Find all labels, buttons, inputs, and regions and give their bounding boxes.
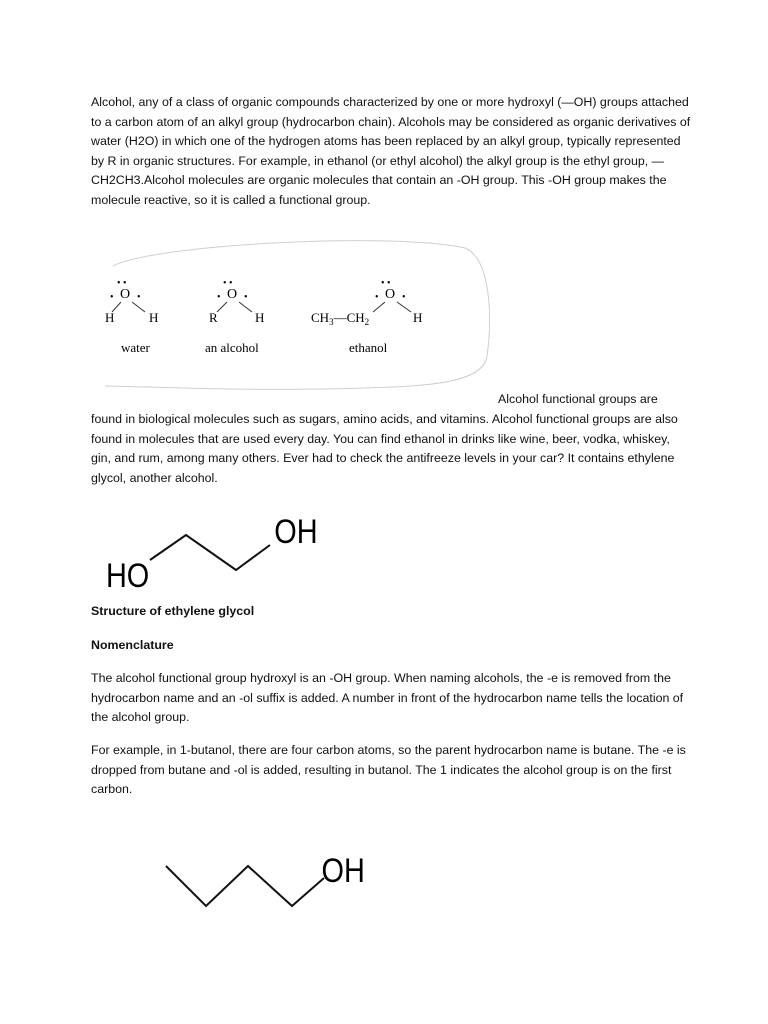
water-label: water	[121, 340, 150, 355]
svg-text:• •: • •	[381, 278, 391, 289]
nomenclature-paragraph-2: For example, in 1-butanol, there are four carbon atoms, so the parent hydrocarbon name is butane. The -e is dropped from butane and -ol is added, resulting in butanol. The 1 indicates the alcohol group is on the first carbon.	[91, 743, 686, 796]
svg-text:•: •	[217, 292, 221, 303]
svg-text:CH3—CH2: $CH_3—CH_2$	[311, 310, 370, 327]
water-molecule	[105, 278, 158, 355]
ethanol-oxygen: O	[385, 287, 396, 302]
butanol-structure	[160, 838, 390, 918]
alcohol-molecule	[205, 278, 264, 355]
ethylene-glycol-structure	[100, 505, 340, 595]
alcohol-h: H	[255, 310, 265, 325]
glycol-oh: OH	[274, 511, 318, 551]
svg-text:•: •	[402, 292, 406, 303]
ethanol-ch2: CH	[346, 310, 365, 325]
alcohol-oxygen: O	[227, 287, 238, 302]
ethanol-ch3: CH	[311, 310, 330, 325]
intro-paragraph: Alcohol, any of a class of organic compounds characterized by one or more hydroxyl (—OH) groups attached to a carbon atom of an alkyl group (hydrocarbon chain). Alcohols may be considered as organic derivatives of water (H2O) in which one of the hydrogen atoms has been replaced by an alkyl group, typically represented by R in organic structures. For example, in ethanol (or ethyl alcohol) the alkyl group is the ethyl group, —CH2CH3.Alcohol molecules are organic molecules that contain an -OH group. This -OH group makes the molecule reactive, so it is called a functional group.	[91, 95, 691, 207]
svg-text:•: •	[375, 292, 379, 303]
svg-text:•: •	[244, 292, 248, 303]
ethanol-label: ethanol	[349, 340, 388, 355]
nomenclature-heading: Nomenclature	[91, 638, 174, 652]
butanol-oh: OH	[321, 850, 365, 890]
svg-text:•: •	[137, 292, 141, 303]
hydroxyl-structures-figure	[95, 236, 495, 396]
glycol-ho: HO	[105, 555, 150, 595]
svg-text:• •: • •	[117, 278, 127, 289]
ethanol-h: H	[413, 310, 423, 325]
alcohol-r: R	[209, 310, 218, 325]
water-h-left: H	[105, 310, 115, 325]
svg-text:•: •	[110, 292, 114, 303]
functional-groups-lead: Alcohol functional groups are	[498, 392, 658, 406]
functional-groups-paragraph: found in biological molecules such as sugars, amino acids, and vitamins. Alcohol functional groups are also found in molecules that are used every day. You can find ethanol in drinks like wine, beer, vodka, whiskey, gin, and rum, among many others. Ever had to check the antifreeze levels in your car? It contains ethylene glycol, another alcohol.	[91, 412, 678, 485]
hand-drawn-outline	[105, 241, 490, 390]
water-h-right: H	[149, 310, 159, 325]
nomenclature-paragraph-1: The alcohol functional group hydroxyl is an -OH group. When naming alcohols, the -e is removed from the hydrocarbon name and an -ol suffix is added. A number in front of the hydrocarbon name tells the location of the alcohol group.	[91, 671, 684, 724]
water-oxygen: O	[120, 287, 131, 302]
ethanol-molecule	[311, 278, 422, 355]
glycol-caption: Structure of ethylene glycol	[91, 604, 255, 618]
alcohol-label: an alcohol	[205, 340, 259, 355]
svg-text:• •: • •	[223, 278, 233, 289]
